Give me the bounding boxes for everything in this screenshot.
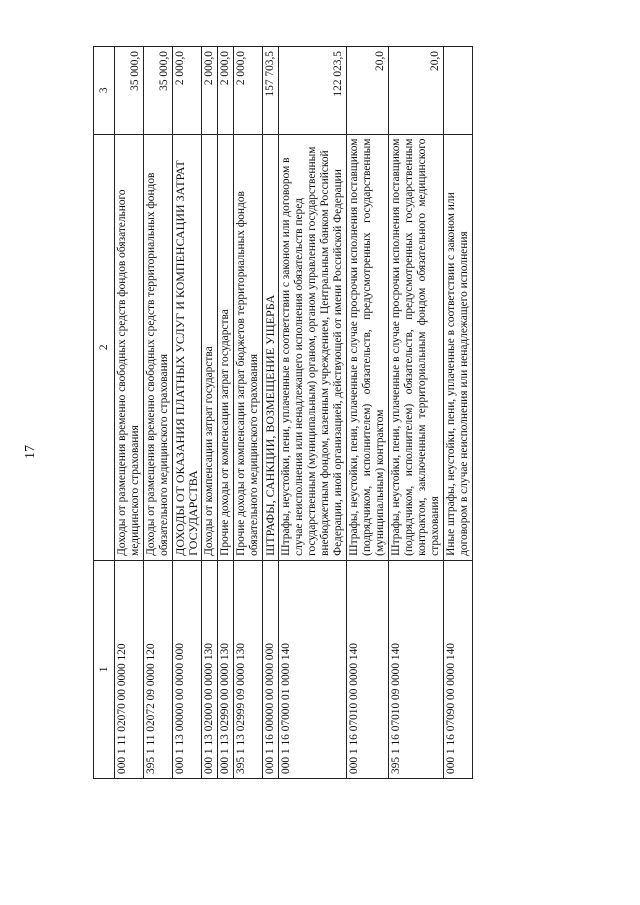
- rotated-table-wrapper: [93, 46, 580, 779]
- row-name: Прочие доходы от компенсации затрат бюджетов территориальных фондов обязательного медицинского страхования: [234, 134, 263, 560]
- row-amount: 2 000,0: [218, 47, 234, 135]
- row-amount: 157 703,5: [263, 47, 279, 135]
- row-name: Доходы от размещения временно свободных средств фондов обязательного медицинского страхования: [115, 134, 144, 560]
- table-row: [234, 47, 263, 779]
- row-amount: 35 000,0: [115, 47, 144, 135]
- table-row: [202, 47, 218, 779]
- table-row: [263, 47, 279, 779]
- row-code: 000 1 13 02000 00 0000 130: [202, 560, 218, 778]
- row-name: Доходы от компенсации затрат государства: [202, 134, 218, 560]
- revenue-table: [93, 46, 473, 779]
- row-code: 395 1 11 02072 09 0000 120: [144, 560, 173, 778]
- row-name: Доходы от размещения временно свободных средств территориальных фондов обязательного медицинского страхования: [144, 134, 173, 560]
- header-row: [94, 47, 115, 779]
- header-col2: 2: [94, 134, 115, 560]
- row-amount: 122 023,5: [279, 47, 347, 135]
- table-row: [173, 47, 202, 779]
- table-row: [389, 47, 444, 779]
- row-name: Иные штрафы, неустойки, пени, уплаченные в соответствии с законом или договором в случае неисполнения или ненадлежащего исполнения: [444, 134, 473, 560]
- row-name: Прочие доходы от компенсации затрат государства: [218, 134, 234, 560]
- table-row: [444, 47, 473, 779]
- page-number: 17: [23, 445, 38, 459]
- row-code: 000 1 16 07090 00 0000 140: [444, 560, 473, 778]
- row-code: 000 1 13 00000 00 0000 000: [173, 560, 202, 778]
- table-row: [144, 47, 173, 779]
- header-col3: 3: [94, 47, 115, 135]
- table-row: [279, 47, 347, 779]
- row-amount: 35 000,0: [144, 47, 173, 135]
- row-code: 000 1 11 02070 00 0000 120: [115, 560, 144, 778]
- row-code: 000 1 16 07010 00 0000 140: [347, 560, 389, 778]
- row-amount: [444, 47, 473, 135]
- row-code: 000 1 16 00000 00 0000 000: [263, 560, 279, 778]
- row-code: 000 1 16 07000 01 0000 140: [279, 560, 347, 778]
- row-amount: 20,0: [347, 47, 389, 135]
- row-name: Штрафы, неустойки, пени, уплаченные в случае просрочки исполнения поставщиком (подрядчиком, исполнителем) обязательств, предусмотренных государственным контрактом, заключенным территориальным фондом обязательного медицинского страхования: [389, 134, 444, 560]
- row-code: 395 1 16 07010 09 0000 140: [389, 560, 444, 778]
- table-row: [218, 47, 234, 779]
- table-row: [115, 47, 144, 779]
- header-col1: 1: [94, 560, 115, 778]
- row-amount: 2 000,0: [234, 47, 263, 135]
- row-code: 000 1 13 02990 00 0000 130: [218, 560, 234, 778]
- row-name: Штрафы, неустойки, пени, уплаченные в соответствии с законом или договором в случае неисполнения или ненадлежащего исполнения обязательств перед государственным (муниципальным) органом, органом управления государственным внебюджетным фондом, казенным учреждением, Центральным банком Российской Федерации, иной организацией, действующей от имени Российской Федерации: [279, 134, 347, 560]
- row-amount: 20,0: [389, 47, 444, 135]
- row-amount: 2 000,0: [173, 47, 202, 135]
- row-name: ДОХОДЫ ОТ ОКАЗАНИЯ ПЛАТНЫХ УСЛУГ И КОМПЕНСАЦИИ ЗАТРАТ ГОСУДАРСТВА: [173, 134, 202, 560]
- row-name: ШТРАФЫ, САНКЦИИ, ВОЗМЕЩЕНИЕ УЩЕРБА: [263, 134, 279, 560]
- table-row: [347, 47, 389, 779]
- row-amount: 2 000,0: [202, 47, 218, 135]
- row-code: 395 1 13 02999 09 0000 130: [234, 560, 263, 778]
- row-name: Штрафы, неустойки, пени, уплаченные в случае просрочки исполнения поставщиком (подрядчиком, исполнителем) обязательств, предусмотренных государственным (муниципальным) контрактом: [347, 134, 389, 560]
